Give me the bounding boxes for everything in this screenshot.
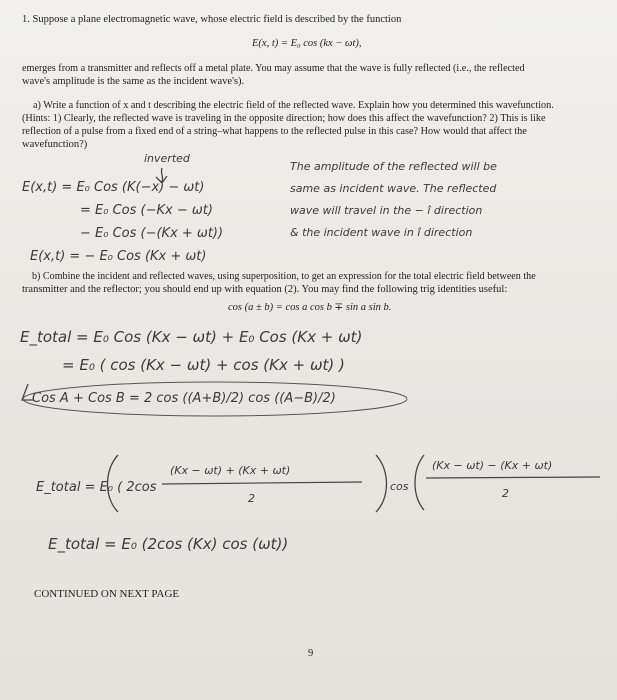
hw-b-line4-den1: 2 [248, 492, 255, 505]
hw-a-line1: E(x,t) = E₀ Cos (K(−x) − ωt) [22, 180, 205, 195]
hw-b-identity: Cos A + Cos B = 2 cos ((A+B)/2) cos ((A−B)/2) [32, 391, 336, 406]
hw-a-line2: = E₀ Cos (−Kx − ωt) [80, 203, 213, 218]
hw-b-line4-lead: E_total = E₀ ( 2cos [36, 480, 157, 495]
hw-b-line4-num1: (Kx − ωt) + (Kx + ωt) [170, 464, 291, 477]
hw-a-line4: E(x,t) = − E₀ Cos (Kx + ωt) [30, 249, 207, 264]
hw-note-line4: & the incident wave in î direction [290, 226, 473, 239]
hw-a-line3: − E₀ Cos (−(Kx + ωt)) [80, 226, 224, 241]
hw-b-line4-num2: (Kx − ωt) − (Kx + ωt) [432, 459, 553, 472]
hw-b-line4-den2: 2 [502, 487, 509, 500]
question-intro-line3: wave's amplitude is the same as the incident wave's). [22, 76, 245, 87]
hw-b-line4-cos: cos [390, 480, 409, 493]
hw-b-final: E_total = E₀ (2cos (Kx) cos (ωt)) [48, 535, 289, 553]
part-b-line1: b) Combine the incident and reflected waves, using superposition, to get an expression for the total electric field between the [32, 271, 536, 282]
field-equation: E(x, t) = E₀ cos (kx − ωt), [252, 38, 362, 49]
inverted-note: inverted [144, 152, 190, 165]
trig-identity: cos (a ± b) = cos a cos b ∓ sin a sin b. [228, 302, 392, 313]
part-a-line4: wavefunction?) [22, 139, 88, 150]
page-number: 9 [308, 648, 314, 659]
big-paren-right [376, 455, 387, 512]
part-b-line2: transmitter and the reflector; you should end up with equation (2). You may find the following trig identities useful: [22, 284, 508, 295]
fraction-bar-2 [426, 477, 600, 478]
part-a-line2: (Hints: 1) Clearly, the reflected wave is traveling in the opposite direction; how does this affect the wavefunction? 2) This is like [22, 113, 546, 124]
hw-note-line1: The amplitude of the reflected will be [290, 160, 497, 173]
hw-note-line3: wave will travel in the − î direction [290, 204, 483, 217]
hw-b-line1: E_total = E₀ Cos (Kx − ωt) + E₀ Cos (Kx + ωt) [20, 328, 363, 346]
hw-b-line2: = E₀ ( cos (Kx − ωt) + cos (Kx + ωt) ) [62, 356, 345, 374]
fraction-bar-1 [162, 482, 362, 484]
question-intro-line2: emerges from a transmitter and reflects off a metal plate. You may assume that the wave is fully reflected (i.e., the reflected [22, 63, 525, 74]
hw-note-line2: same as incident wave. The reflected [290, 182, 497, 195]
question-intro-line1: 1. Suppose a plane electromagnetic wave, whose electric field is described by the function [22, 14, 402, 25]
big-paren-left-2 [415, 455, 424, 510]
continued-label: CONTINUED ON NEXT PAGE [34, 588, 180, 600]
part-a-line3: reflection of a pulse from a fixed end of a string–what happens to the reflected pulse in this case? How would that affect the [22, 126, 527, 137]
part-a-line1: a) Write a function of x and t describing the electric field of the reflected wave. Explain how you determined this wavefunction. [33, 100, 554, 111]
